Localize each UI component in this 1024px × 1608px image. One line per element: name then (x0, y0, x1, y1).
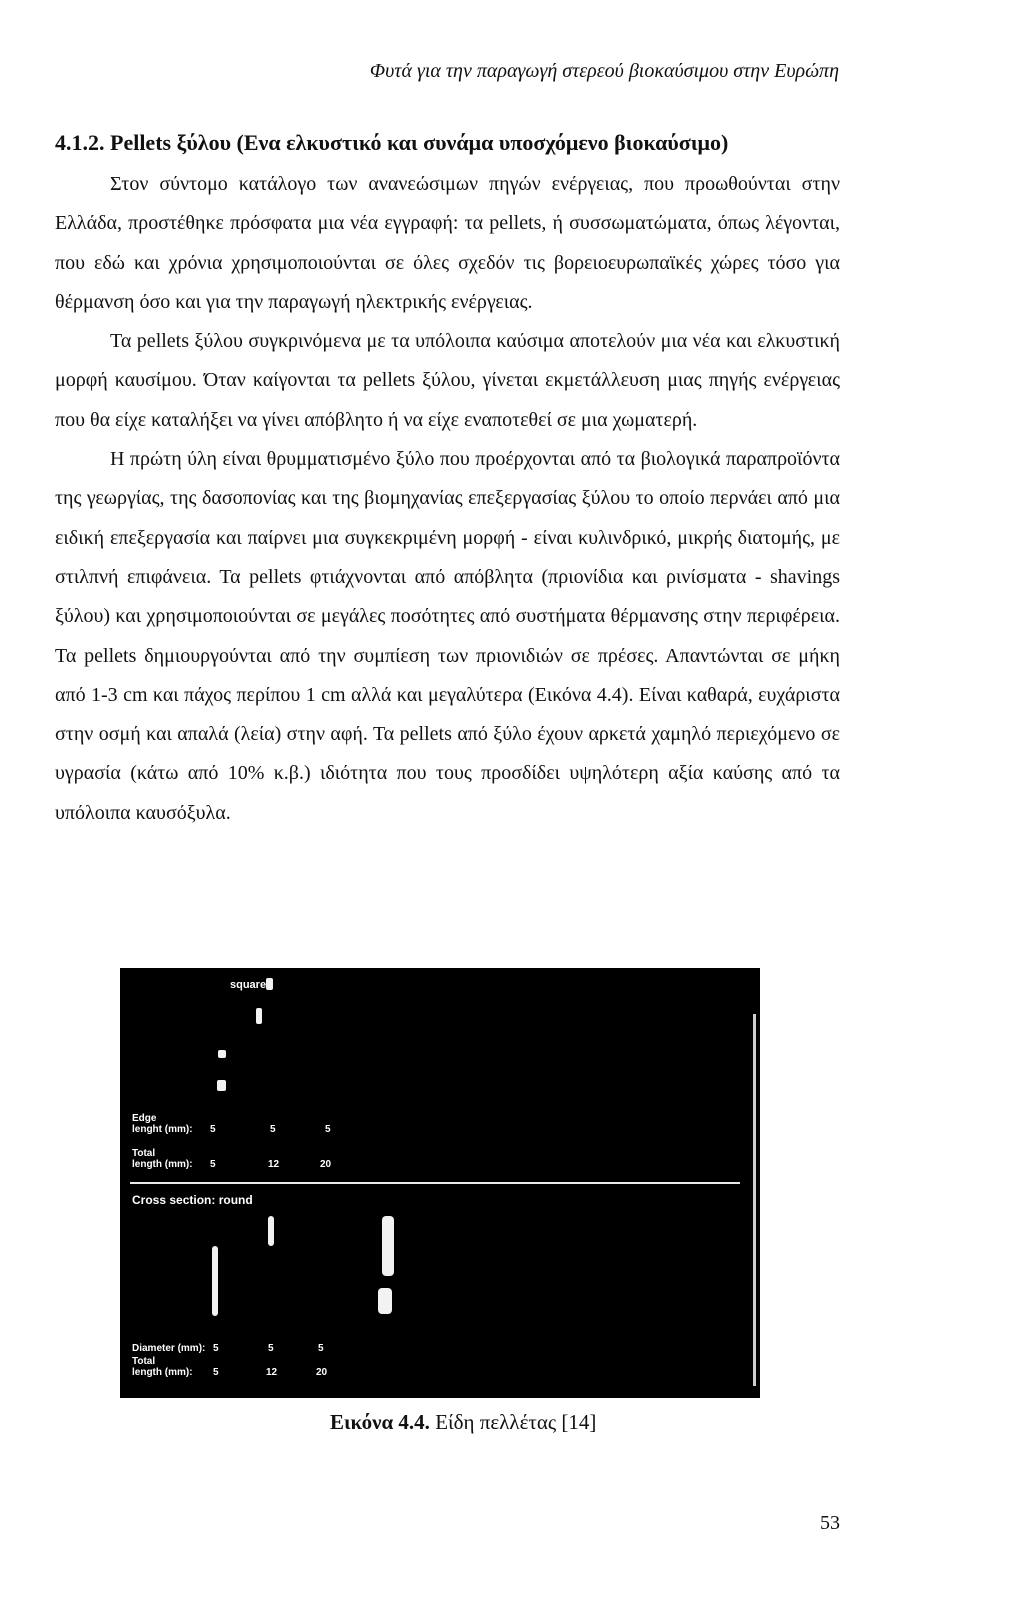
round-pellet-3 (382, 1216, 394, 1276)
total-value-1: 5 (210, 1159, 216, 1170)
edge-value-2: 5 (270, 1124, 276, 1135)
diameter-value-1: 5 (213, 1343, 219, 1354)
paragraph-2: Τα pellets ξύλου συγκρινόμενα με τα υπόλοιπα καύσιμα αποτελούν μια νέα και ελκυστική μορφή καυσίμου. Όταν καίγονται τα pellets ξύλου, γίνεται εκμετάλλευση μιας πηγής ενέργειας που θα είχε καταλήξει να γίνει απόβλητο ή να είχε εναποτεθεί σε μια χωματερή. (55, 330, 840, 431)
total-length-label: Total length (mm): (132, 1148, 193, 1170)
square-pellet-3 (266, 978, 273, 990)
figure-caption (330, 1410, 596, 1435)
body-text (55, 165, 840, 833)
page-number: 53 (820, 1512, 840, 1534)
diameter-label: Diameter (mm): (132, 1343, 206, 1354)
round-pellet-4 (378, 1288, 392, 1314)
pellet-types-figure (120, 968, 760, 1398)
caption-label: Εικόνα 4.4. (330, 1410, 430, 1434)
round-total-length-label: Total length (mm): (132, 1356, 193, 1378)
paragraph-3: Η πρώτη ύλη είναι θρυμματισμένο ξύλο που προέρχονται από τα βιολογικά παραπροϊόντα της γεωργίας, της δασοπονίας και της βιομηχανίας επεξεργασίας ξύλου το οποίο περνάει από μια ειδική επεξεργασία και παίρνει μια συγκεκριμένη μορφή - είναι κυλινδρικό, μικρής διατομής, με στιλπνή επιφάνεια. Τα pellets φτιάχνονται από απόβλητα (πριονίδια και ρινίσματα - shavings ξύλου) και χρησιμοποιούνται σε μεγάλες ποσότητες από συστήματα θέρμανσης στην περιφέρεια. Τα pellets δημιουργούνται από την συμπίεση των πριονιδιών σε πρέσες. Απαντώνται σε μήκη από 1-3 cm και πάχος περίπου 1 cm αλλά και μεγαλύτερα (Εικόνα 4.4). Είναι καθαρά, ευχάριστα στην οσμή και απαλά (λεία) στην αφή. Τα pellets από ξύλο έχουν αρκετά χαμηλό περιεχόμενο σε υγρασία (κάτω από 10% κ.β.) ιδιότητα που τους προσδίδει υψηλότερη αξία καύσης από τα υπόλοιπα καυσόξυλα. (55, 448, 840, 824)
round-total-value-1: 5 (213, 1367, 219, 1378)
diameter-value-3: 5 (318, 1343, 324, 1354)
edge-length-label: Edge lenght (mm): (132, 1113, 193, 1135)
diameter-value-2: 5 (268, 1343, 274, 1354)
round-total-value-3: 20 (316, 1367, 328, 1378)
square-pellet-1 (218, 1050, 226, 1058)
paragraph-1: Στον σύντομο κατάλογο των ανανεώσιμων πηγών ενέργειας, που προωθούνται στην Ελλάδα, προστέθηκε πρόσφατα μια νέα εγγραφή: τα pellets, ή συσσωματώματα, όπως λέγονται, που εδώ και χρόνια χρησιμοποιούνται σε όλες σχεδόν τις βορειοευρωπαϊκές χώρες τόσο για θέρμανση όσο και για την παραγωγή ηλεκτρικής ενέργειας. (55, 173, 840, 313)
round-pellet-1 (212, 1246, 218, 1316)
caption-text: Είδη πελλέτας [14] (435, 1410, 597, 1434)
square-label: square (230, 979, 267, 991)
figure-divider (130, 1182, 740, 1184)
round-total-value-2: 12 (266, 1367, 278, 1378)
running-header: Φυτά για την παραγωγή στερεού βιοκαύσιμου στην Ευρώπη (369, 60, 839, 82)
round-pellet-2 (268, 1216, 274, 1246)
square-pellet-2 (217, 1080, 226, 1091)
edge-value-1: 5 (210, 1124, 216, 1135)
square-pellet-4 (256, 1008, 262, 1024)
cross-section-label: Cross section: round (132, 1193, 253, 1207)
total-value-3: 20 (320, 1159, 332, 1170)
total-value-2: 12 (268, 1159, 280, 1170)
edge-value-3: 5 (325, 1124, 331, 1135)
section-title: 4.1.2. Pellets ξύλου (Ενα ελκυστικό και συνάμα υποσχόμενο βιοκαύσιμο) (55, 130, 729, 155)
figure-edge-line (753, 1014, 756, 1386)
